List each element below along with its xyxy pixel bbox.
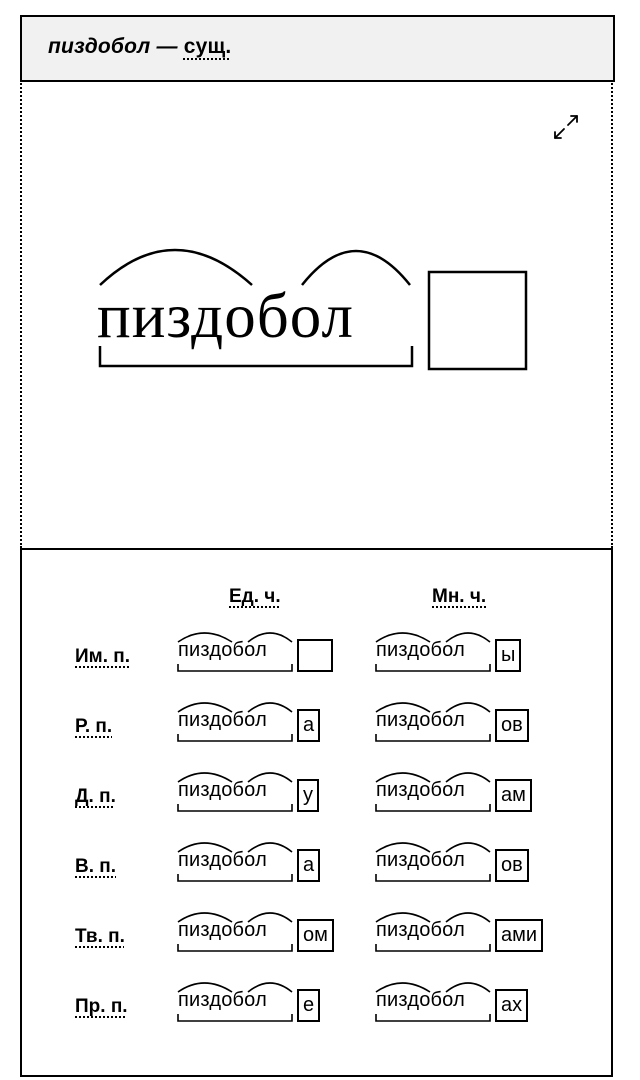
stem-text: пиздобол [178, 989, 267, 1011]
header-word: пиздобол [48, 35, 151, 58]
stem-text: пиздобол [376, 919, 465, 941]
stem-bracket [376, 1014, 490, 1021]
case-label[interactable]: В. п. [75, 856, 117, 877]
ending-box: ов [495, 709, 529, 742]
stem-bracket [178, 804, 292, 811]
form-singular [174, 980, 364, 1026]
part-of-speech[interactable]: сущ. [183, 35, 232, 58]
form-singular [174, 630, 364, 676]
form-plural [372, 770, 562, 816]
declension-table [20, 548, 613, 1077]
case-label[interactable]: Р. п. [75, 716, 113, 737]
ending-box: ами [495, 919, 543, 952]
root-arc-1 [100, 250, 252, 285]
ending-box: ам [495, 779, 532, 812]
stem-text: пиздобол [178, 919, 267, 941]
case-label[interactable]: Тв. п. [75, 926, 125, 947]
form-singular [174, 840, 364, 886]
form-plural [372, 840, 562, 886]
stem-bracket [376, 804, 490, 811]
form-singular [174, 770, 364, 816]
stem-bracket [376, 734, 490, 741]
ending-box [297, 639, 333, 672]
stem-bracket [376, 664, 490, 671]
stem-text: пиздобол [178, 849, 267, 871]
stem-text: пиздобол [376, 989, 465, 1011]
ending-box: ы [495, 639, 521, 672]
col-header-singular[interactable]: Ед. ч. [229, 586, 281, 607]
diagram-word: пиздобол [97, 281, 354, 351]
stem-bracket [178, 664, 292, 671]
form-plural [372, 980, 562, 1026]
card-header [20, 15, 615, 82]
ending-box: ах [495, 989, 528, 1022]
form-plural [372, 910, 562, 956]
stem-bracket [178, 1014, 292, 1021]
word-card [20, 15, 613, 1077]
stem-text: пиздобол [178, 779, 267, 801]
stem-bracket [376, 874, 490, 881]
stem-text: пиздобол [376, 849, 465, 871]
form-plural [372, 700, 562, 746]
case-label[interactable]: Пр. п. [75, 996, 128, 1017]
morpheme-diagram [20, 80, 613, 548]
header-dash: — [150, 35, 184, 58]
ending-box: а [297, 709, 320, 742]
root-arc-2 [302, 251, 410, 285]
case-label[interactable]: Д. п. [75, 786, 116, 807]
case-label[interactable]: Им. п. [75, 646, 131, 667]
stem-bracket [178, 944, 292, 951]
stem-text: пиздобол [178, 639, 267, 661]
ending-box: а [297, 849, 320, 882]
col-header-plural[interactable]: Мн. ч. [432, 586, 487, 607]
ending-box: ов [495, 849, 529, 882]
header-title [48, 35, 231, 59]
ending-box: ом [297, 919, 334, 952]
form-singular [174, 910, 364, 956]
ending-box: у [297, 779, 319, 812]
zero-ending-box [429, 272, 526, 369]
stem-bracket [376, 944, 490, 951]
stem-text: пиздобол [178, 709, 267, 731]
ending-box: е [297, 989, 320, 1022]
stem-text: пиздобол [376, 709, 465, 731]
stem-text: пиздобол [376, 779, 465, 801]
stem-text: пиздобол [376, 639, 465, 661]
form-singular [174, 700, 364, 746]
stem-bracket [178, 874, 292, 881]
form-plural [372, 630, 562, 676]
stem-bracket [178, 734, 292, 741]
